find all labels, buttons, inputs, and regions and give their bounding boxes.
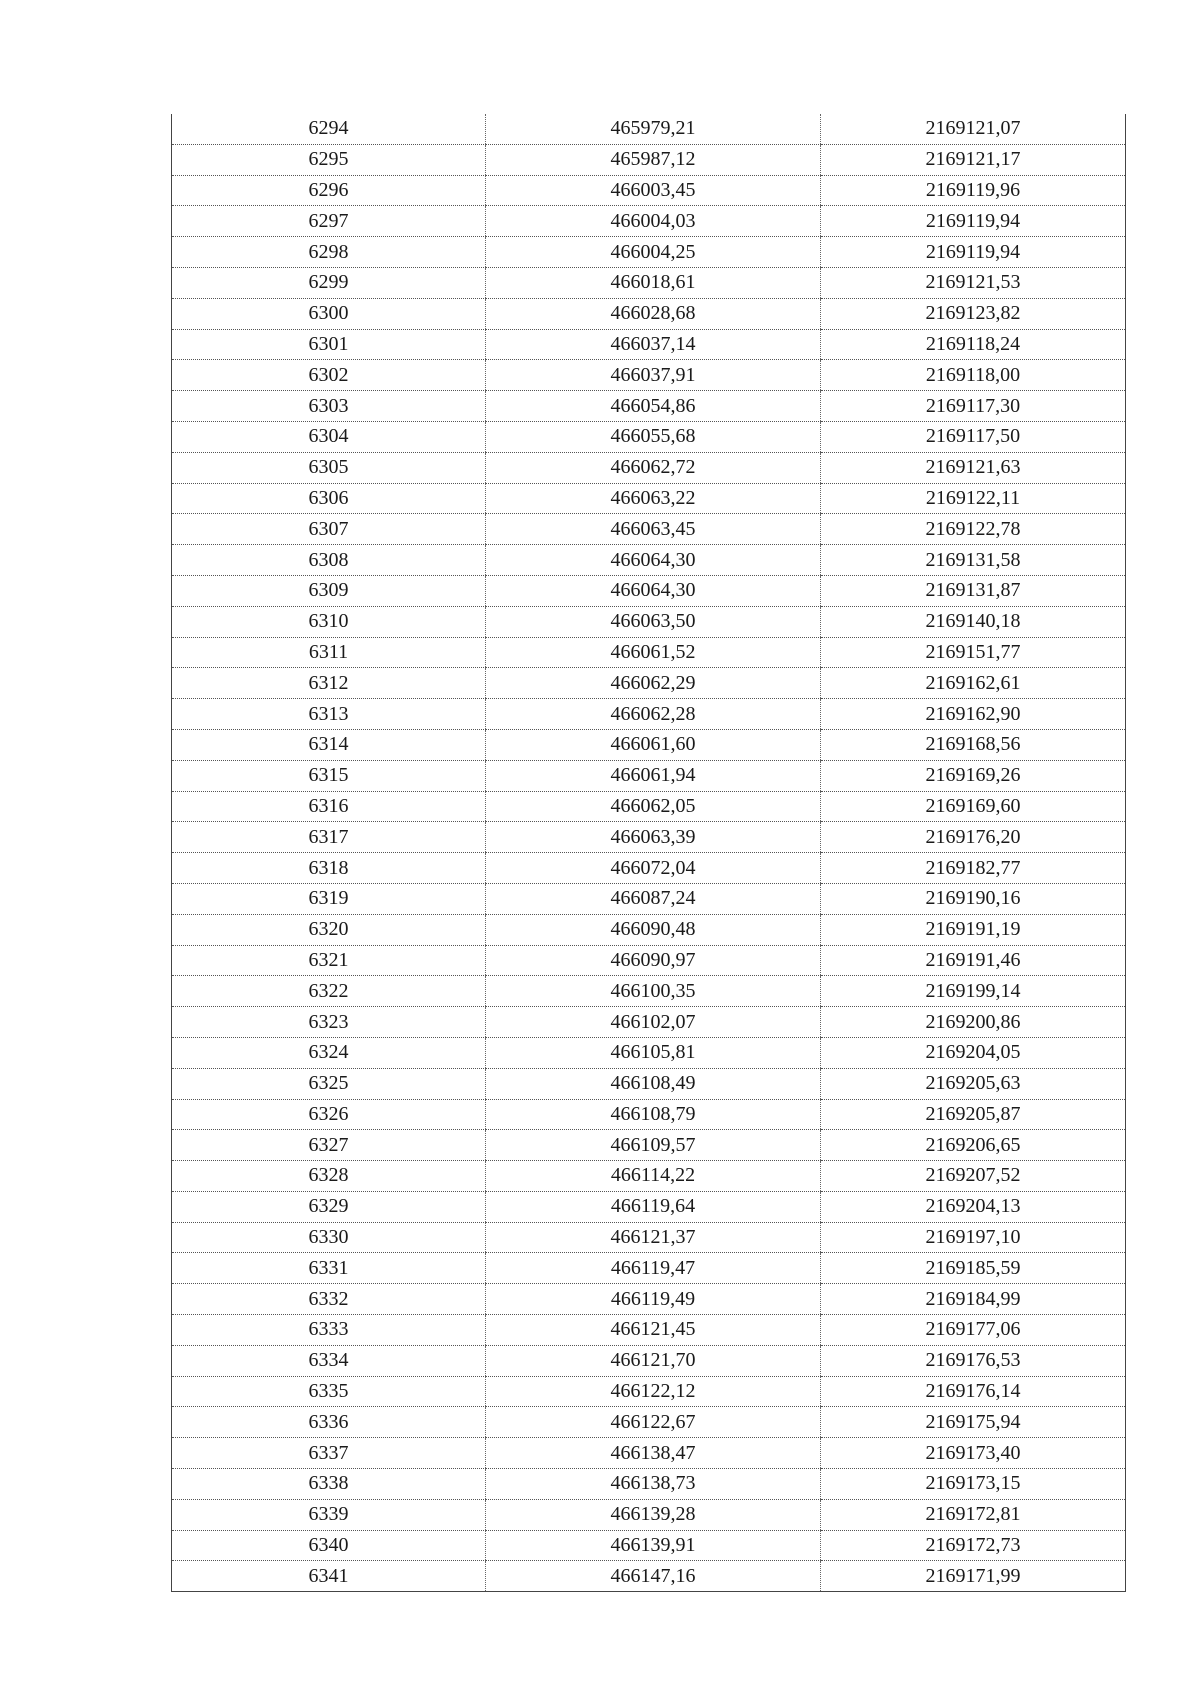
- table-row: [172, 760, 1126, 791]
- x-coordinate-cell: 466108,79: [486, 1099, 821, 1130]
- table-row: [172, 606, 1126, 637]
- x-coordinate-cell: 466063,22: [486, 483, 821, 514]
- table-row: [172, 114, 1126, 144]
- x-coordinate-cell: 466064,30: [486, 575, 821, 606]
- y-coordinate-cell: 2169118,24: [821, 329, 1126, 360]
- y-coordinate-cell: 2169205,87: [821, 1099, 1126, 1130]
- point-number-cell: 6323: [172, 1007, 486, 1038]
- x-coordinate-cell: 466063,50: [486, 606, 821, 637]
- point-number-cell: 6309: [172, 575, 486, 606]
- point-number-cell: 6308: [172, 545, 486, 576]
- x-coordinate-cell: 466122,12: [486, 1376, 821, 1407]
- x-coordinate-cell: 466004,25: [486, 237, 821, 268]
- table-row: [172, 853, 1126, 884]
- point-number-cell: 6327: [172, 1130, 486, 1161]
- x-coordinate-cell: 466062,28: [486, 699, 821, 730]
- table-row: [172, 575, 1126, 606]
- table-row: [172, 1222, 1126, 1253]
- point-number-cell: 6312: [172, 668, 486, 699]
- table-row: [172, 1099, 1126, 1130]
- table-row: [172, 329, 1126, 360]
- x-coordinate-cell: 466063,45: [486, 514, 821, 545]
- x-coordinate-cell: 466062,05: [486, 791, 821, 822]
- table-row: [172, 1161, 1126, 1192]
- point-number-cell: 6337: [172, 1438, 486, 1469]
- y-coordinate-cell: 2169117,50: [821, 421, 1126, 452]
- table-row: [172, 175, 1126, 206]
- table-row: [172, 1407, 1126, 1438]
- x-coordinate-cell: 466003,45: [486, 175, 821, 206]
- table-row: [172, 1315, 1126, 1346]
- table-row: [172, 791, 1126, 822]
- x-coordinate-cell: 466018,61: [486, 267, 821, 298]
- y-coordinate-cell: 2169206,65: [821, 1130, 1126, 1161]
- x-coordinate-cell: 466063,39: [486, 822, 821, 853]
- x-coordinate-cell: 466139,91: [486, 1530, 821, 1561]
- point-number-cell: 6297: [172, 206, 486, 237]
- y-coordinate-cell: 2169171,99: [821, 1561, 1126, 1592]
- x-coordinate-cell: 466054,86: [486, 391, 821, 422]
- x-coordinate-cell: 465987,12: [486, 144, 821, 175]
- x-coordinate-cell: 466109,57: [486, 1130, 821, 1161]
- y-coordinate-cell: 2169140,18: [821, 606, 1126, 637]
- point-number-cell: 6303: [172, 391, 486, 422]
- point-number-cell: 6332: [172, 1284, 486, 1315]
- x-coordinate-cell: 466090,97: [486, 945, 821, 976]
- x-coordinate-cell: 466119,64: [486, 1191, 821, 1222]
- table-row: [172, 1037, 1126, 1068]
- x-coordinate-cell: 466119,49: [486, 1284, 821, 1315]
- table-row: [172, 391, 1126, 422]
- table-row: [172, 1376, 1126, 1407]
- table-row: [172, 1345, 1126, 1376]
- table-row: [172, 1499, 1126, 1530]
- point-number-cell: 6318: [172, 853, 486, 884]
- y-coordinate-cell: 2169122,78: [821, 514, 1126, 545]
- point-number-cell: 6299: [172, 267, 486, 298]
- x-coordinate-cell: 466037,14: [486, 329, 821, 360]
- y-coordinate-cell: 2169168,56: [821, 729, 1126, 760]
- table-row: [172, 514, 1126, 545]
- point-number-cell: 6331: [172, 1253, 486, 1284]
- y-coordinate-cell: 2169191,46: [821, 945, 1126, 976]
- y-coordinate-cell: 2169117,30: [821, 391, 1126, 422]
- table-row: [172, 1561, 1126, 1592]
- table-row: [172, 1253, 1126, 1284]
- x-coordinate-cell: 466121,70: [486, 1345, 821, 1376]
- table-row: [172, 298, 1126, 329]
- y-coordinate-cell: 2169119,94: [821, 237, 1126, 268]
- x-coordinate-cell: 465979,21: [486, 114, 821, 144]
- point-number-cell: 6304: [172, 421, 486, 452]
- y-coordinate-cell: 2169207,52: [821, 1161, 1126, 1192]
- y-coordinate-cell: 2169204,05: [821, 1037, 1126, 1068]
- table-row: [172, 267, 1126, 298]
- point-number-cell: 6320: [172, 914, 486, 945]
- y-coordinate-cell: 2169131,58: [821, 545, 1126, 576]
- y-coordinate-cell: 2169172,81: [821, 1499, 1126, 1530]
- point-number-cell: 6329: [172, 1191, 486, 1222]
- y-coordinate-cell: 2169121,17: [821, 144, 1126, 175]
- table-row: [172, 421, 1126, 452]
- point-number-cell: 6334: [172, 1345, 486, 1376]
- table-row: [172, 452, 1126, 483]
- x-coordinate-cell: 466061,60: [486, 729, 821, 760]
- table-row: [172, 729, 1126, 760]
- table-row: [172, 1130, 1126, 1161]
- point-number-cell: 6294: [172, 114, 486, 144]
- y-coordinate-cell: 2169121,63: [821, 452, 1126, 483]
- table-row: [172, 822, 1126, 853]
- x-coordinate-cell: 466139,28: [486, 1499, 821, 1530]
- table-row: [172, 883, 1126, 914]
- point-number-cell: 6295: [172, 144, 486, 175]
- x-coordinate-cell: 466138,73: [486, 1469, 821, 1500]
- y-coordinate-cell: 2169151,77: [821, 637, 1126, 668]
- point-number-cell: 6325: [172, 1068, 486, 1099]
- x-coordinate-cell: 466108,49: [486, 1068, 821, 1099]
- x-coordinate-cell: 466121,45: [486, 1315, 821, 1346]
- x-coordinate-cell: 466147,16: [486, 1561, 821, 1592]
- x-coordinate-cell: 466028,68: [486, 298, 821, 329]
- point-number-cell: 6336: [172, 1407, 486, 1438]
- y-coordinate-cell: 2169176,20: [821, 822, 1126, 853]
- point-number-cell: 6341: [172, 1561, 486, 1592]
- x-coordinate-cell: 466055,68: [486, 421, 821, 452]
- y-coordinate-cell: 2169162,90: [821, 699, 1126, 730]
- table-row: [172, 545, 1126, 576]
- y-coordinate-cell: 2169176,14: [821, 1376, 1126, 1407]
- y-coordinate-cell: 2169200,86: [821, 1007, 1126, 1038]
- y-coordinate-cell: 2169190,16: [821, 883, 1126, 914]
- y-coordinate-cell: 2169184,99: [821, 1284, 1126, 1315]
- point-number-cell: 6310: [172, 606, 486, 637]
- point-number-cell: 6313: [172, 699, 486, 730]
- point-number-cell: 6302: [172, 360, 486, 391]
- point-number-cell: 6333: [172, 1315, 486, 1346]
- y-coordinate-cell: 2169122,11: [821, 483, 1126, 514]
- y-coordinate-cell: 2169199,14: [821, 976, 1126, 1007]
- y-coordinate-cell: 2169177,06: [821, 1315, 1126, 1346]
- table-row: [172, 144, 1126, 175]
- y-coordinate-cell: 2169173,40: [821, 1438, 1126, 1469]
- point-number-cell: 6316: [172, 791, 486, 822]
- table-row: [172, 237, 1126, 268]
- x-coordinate-cell: 466087,24: [486, 883, 821, 914]
- table-row: [172, 637, 1126, 668]
- x-coordinate-cell: 466061,52: [486, 637, 821, 668]
- x-coordinate-cell: 466037,91: [486, 360, 821, 391]
- point-number-cell: 6311: [172, 637, 486, 668]
- y-coordinate-cell: 2169119,94: [821, 206, 1126, 237]
- table-row: [172, 1191, 1126, 1222]
- x-coordinate-cell: 466121,37: [486, 1222, 821, 1253]
- coordinates-table: [171, 114, 1126, 1592]
- x-coordinate-cell: 466061,94: [486, 760, 821, 791]
- point-number-cell: 6330: [172, 1222, 486, 1253]
- point-number-cell: 6335: [172, 1376, 486, 1407]
- point-number-cell: 6300: [172, 298, 486, 329]
- table-row: [172, 914, 1126, 945]
- x-coordinate-cell: 466138,47: [486, 1438, 821, 1469]
- point-number-cell: 6321: [172, 945, 486, 976]
- table-row: [172, 945, 1126, 976]
- x-coordinate-cell: 466102,07: [486, 1007, 821, 1038]
- x-coordinate-cell: 466062,72: [486, 452, 821, 483]
- x-coordinate-cell: 466114,22: [486, 1161, 821, 1192]
- table-row: [172, 360, 1126, 391]
- point-number-cell: 6319: [172, 883, 486, 914]
- point-number-cell: 6339: [172, 1499, 486, 1530]
- y-coordinate-cell: 2169182,77: [821, 853, 1126, 884]
- y-coordinate-cell: 2169185,59: [821, 1253, 1126, 1284]
- table-row: [172, 1438, 1126, 1469]
- point-number-cell: 6338: [172, 1469, 486, 1500]
- x-coordinate-cell: 466062,29: [486, 668, 821, 699]
- table-row: [172, 1007, 1126, 1038]
- y-coordinate-cell: 2169169,26: [821, 760, 1126, 791]
- point-number-cell: 6314: [172, 729, 486, 760]
- table-row: [172, 1469, 1126, 1500]
- x-coordinate-cell: 466004,03: [486, 206, 821, 237]
- y-coordinate-cell: 2169131,87: [821, 575, 1126, 606]
- y-coordinate-cell: 2169204,13: [821, 1191, 1126, 1222]
- x-coordinate-cell: 466119,47: [486, 1253, 821, 1284]
- x-coordinate-cell: 466122,67: [486, 1407, 821, 1438]
- x-coordinate-cell: 466100,35: [486, 976, 821, 1007]
- y-coordinate-cell: 2169176,53: [821, 1345, 1126, 1376]
- y-coordinate-cell: 2169121,53: [821, 267, 1126, 298]
- point-number-cell: 6328: [172, 1161, 486, 1192]
- point-number-cell: 6296: [172, 175, 486, 206]
- table-row: [172, 1068, 1126, 1099]
- table-row: [172, 1530, 1126, 1561]
- y-coordinate-cell: 2169172,73: [821, 1530, 1126, 1561]
- point-number-cell: 6305: [172, 452, 486, 483]
- point-number-cell: 6315: [172, 760, 486, 791]
- point-number-cell: 6326: [172, 1099, 486, 1130]
- x-coordinate-cell: 466072,04: [486, 853, 821, 884]
- point-number-cell: 6306: [172, 483, 486, 514]
- table-row: [172, 483, 1126, 514]
- x-coordinate-cell: 466090,48: [486, 914, 821, 945]
- y-coordinate-cell: 2169173,15: [821, 1469, 1126, 1500]
- table-row: [172, 206, 1126, 237]
- y-coordinate-cell: 2169175,94: [821, 1407, 1126, 1438]
- table-row: [172, 699, 1126, 730]
- coordinates-table-body: [172, 114, 1126, 1592]
- y-coordinate-cell: 2169169,60: [821, 791, 1126, 822]
- table-row: [172, 1284, 1126, 1315]
- point-number-cell: 6298: [172, 237, 486, 268]
- point-number-cell: 6340: [172, 1530, 486, 1561]
- point-number-cell: 6301: [172, 329, 486, 360]
- y-coordinate-cell: 2169205,63: [821, 1068, 1126, 1099]
- y-coordinate-cell: 2169162,61: [821, 668, 1126, 699]
- y-coordinate-cell: 2169118,00: [821, 360, 1126, 391]
- point-number-cell: 6322: [172, 976, 486, 1007]
- point-number-cell: 6317: [172, 822, 486, 853]
- x-coordinate-cell: 466105,81: [486, 1037, 821, 1068]
- y-coordinate-cell: 2169121,07: [821, 114, 1126, 144]
- point-number-cell: 6307: [172, 514, 486, 545]
- point-number-cell: 6324: [172, 1037, 486, 1068]
- table-row: [172, 668, 1126, 699]
- y-coordinate-cell: 2169119,96: [821, 175, 1126, 206]
- x-coordinate-cell: 466064,30: [486, 545, 821, 576]
- table-row: [172, 976, 1126, 1007]
- y-coordinate-cell: 2169197,10: [821, 1222, 1126, 1253]
- y-coordinate-cell: 2169191,19: [821, 914, 1126, 945]
- y-coordinate-cell: 2169123,82: [821, 298, 1126, 329]
